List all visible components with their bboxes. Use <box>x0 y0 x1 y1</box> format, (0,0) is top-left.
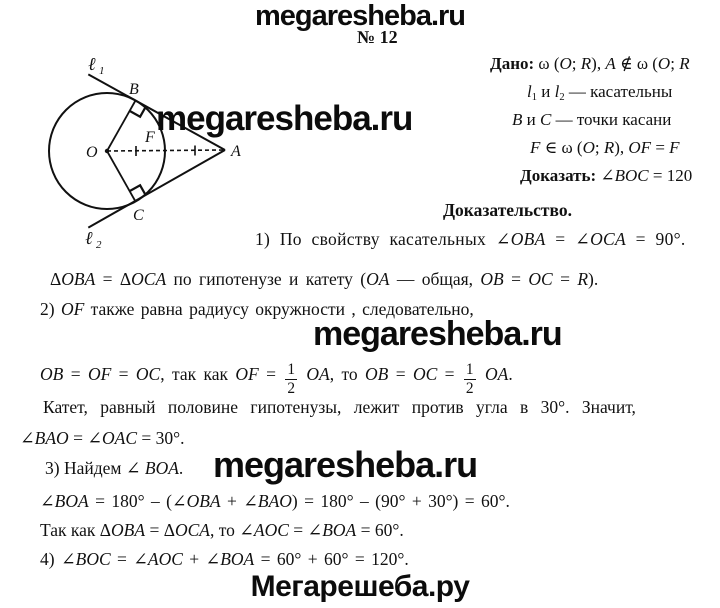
text-segment: Δ <box>50 269 62 289</box>
text-segment: OF <box>60 299 85 319</box>
text-segment: по гипотенузе и катету ( <box>166 269 367 289</box>
text-segment: — общая, <box>389 269 481 289</box>
text-segment: ; <box>670 54 680 73</box>
text-segment: OC <box>528 269 553 289</box>
text-segment: = 30°. <box>137 428 185 448</box>
text-segment: OA <box>484 364 509 385</box>
label-l2-sub: 2 <box>96 239 102 250</box>
text-segment: = Δ <box>145 520 175 540</box>
watermark-inline: megaresheba.ru <box>213 444 478 485</box>
text-segment: R <box>603 138 615 157</box>
text-segment: также равна радиусу окружности , следовательно, <box>84 299 474 319</box>
text-segment: ; <box>571 54 581 73</box>
text-segment: = <box>437 364 462 385</box>
text-segment: F <box>669 138 680 157</box>
text-segment: = <box>388 364 413 385</box>
segment-oa <box>107 150 225 151</box>
label-c: C <box>133 207 144 224</box>
text-segment: 2) <box>40 299 61 319</box>
text-segment: ∠ <box>40 491 55 511</box>
text-segment: = ∠ <box>288 520 323 540</box>
text-segment: A <box>605 54 616 73</box>
text-segment: O <box>582 138 595 157</box>
text-segment: AOC <box>253 520 289 540</box>
given-line-5 <box>520 165 692 187</box>
text-segment: ) = 180° – (90° + 30°) = 60°. <box>291 491 510 511</box>
text-segment: l <box>527 82 532 101</box>
text-segment: OC <box>135 364 161 385</box>
text-segment: Доказать: <box>520 166 601 185</box>
text-segment: = ∠ <box>545 229 591 249</box>
label-f: F <box>145 129 155 146</box>
label-l1-sub: 1 <box>99 65 105 77</box>
tangent-line-2 <box>88 150 225 228</box>
text-segment: = 60° + 60° = 120°. <box>254 549 409 569</box>
text-segment: ), <box>614 138 629 157</box>
text-segment: + ∠ <box>182 549 221 569</box>
text-segment: Так как Δ <box>40 520 112 540</box>
text-segment: l <box>554 82 560 101</box>
text-segment: OA <box>366 269 390 289</box>
text-segment: ), <box>591 54 606 73</box>
text-segment: и <box>522 110 540 129</box>
text-segment: ∉ ω ( <box>615 54 658 73</box>
text-segment: OBA <box>186 491 221 511</box>
text-segment: OCA <box>174 520 210 540</box>
text-segment: BOA <box>54 491 89 511</box>
text-segment: OB <box>40 364 64 385</box>
text-segment: ∠ <box>20 428 35 448</box>
text-segment: OCA <box>590 229 626 249</box>
text-segment: R <box>577 269 589 289</box>
text-segment: и <box>537 82 555 101</box>
text-segment: . <box>508 364 513 385</box>
geometry-figure <box>25 50 245 250</box>
text-segment: = ∠ <box>68 428 102 448</box>
text-segment: AOC <box>147 549 183 569</box>
proof-step-4 <box>40 548 409 570</box>
watermark-bottom: Мегарешеба.ру <box>250 570 470 603</box>
text-segment: BAO <box>34 428 69 448</box>
text-segment: BAO <box>257 491 292 511</box>
text-segment: ω ( <box>538 54 560 73</box>
text-segment: O <box>559 54 572 73</box>
text-segment: B <box>512 110 523 129</box>
text-segment: Дано: <box>490 54 539 73</box>
label-l1: ℓ <box>88 54 96 74</box>
text-segment: OBA <box>61 269 96 289</box>
text-segment: . <box>178 458 184 478</box>
text-segment: O <box>657 54 671 73</box>
label-b: B <box>129 81 139 98</box>
text-segment: BOA <box>144 458 179 478</box>
text-segment: OB <box>480 269 504 289</box>
text-segment: = Δ <box>95 269 132 289</box>
text-segment: — точки касани <box>551 110 672 129</box>
text-segment: OC <box>412 364 438 385</box>
text-segment: = 90°. <box>626 229 686 249</box>
text-segment: 1) По свойству касательных ∠ <box>255 229 511 249</box>
text-segment: OCA <box>131 269 167 289</box>
text-segment: = <box>63 364 88 385</box>
proof-heading: Доказательство. <box>443 200 572 220</box>
text-segment: OF <box>87 364 112 385</box>
text-segment <box>478 364 485 384</box>
text-segment: ). <box>588 269 599 289</box>
label-o: O <box>86 144 98 161</box>
text-segment: R <box>580 54 592 73</box>
text-segment: OF <box>235 364 259 385</box>
proof-step-2c <box>43 396 636 418</box>
given-line-2 <box>527 81 672 109</box>
proof-step-2b <box>40 362 513 397</box>
text-segment: — касательны <box>564 82 673 101</box>
text-segment: = 60°. <box>356 520 404 540</box>
fraction: $\frac{1}{2}$ <box>287 361 296 398</box>
text-segment: 4) ∠ <box>40 549 76 569</box>
text-segment: C <box>540 110 552 129</box>
text-segment: + ∠ <box>220 491 258 511</box>
text-segment: F <box>530 138 541 157</box>
watermark-top: megaresheba.ru <box>254 0 466 32</box>
proof-step-3c <box>40 519 404 541</box>
text-segment: BOA <box>322 520 357 540</box>
text-segment: , то ∠ <box>209 520 254 540</box>
text-segment: OB <box>365 364 389 385</box>
text-segment: = <box>503 269 529 289</box>
text-segment: , так как <box>160 364 236 385</box>
label-l2: ℓ <box>85 228 93 248</box>
proof-step-2d <box>20 427 185 449</box>
text-segment: = <box>552 269 578 289</box>
text-segment: BOA <box>220 549 255 569</box>
radius-ob <box>107 101 136 152</box>
watermark-figure: megaresheba.ru <box>156 99 413 138</box>
text-segment: OBA <box>510 229 546 249</box>
proof-step-3 <box>45 457 183 479</box>
text-segment: = 180° – (∠ <box>88 491 187 511</box>
text-segment: OA <box>306 364 330 385</box>
text-segment: = ∠ <box>110 549 148 569</box>
text-segment: 1 <box>531 92 537 104</box>
text-segment: = 120 <box>648 166 693 185</box>
text-segment: OBA <box>111 520 146 540</box>
text-segment: 2 <box>559 92 565 104</box>
text-segment: = <box>651 138 670 157</box>
problem-number: № 12 <box>357 27 398 47</box>
text-segment: R <box>679 54 690 73</box>
text-segment: ; <box>594 138 604 157</box>
text-segment: ∈ ω ( <box>540 138 583 157</box>
proof-step-1b <box>50 268 598 290</box>
proof-step-3b <box>40 490 510 512</box>
text-segment: Катет, равный половине гипотенузы, лежит против угла в 30°. Значит, <box>43 397 636 417</box>
text-segment: , то <box>329 364 366 385</box>
text-segment: BOC <box>75 549 111 569</box>
text-segment: 3) Найдем ∠ <box>45 458 145 478</box>
given-line-1 <box>490 53 690 75</box>
point-o <box>105 149 109 153</box>
text-segment: = <box>258 364 284 385</box>
text-segment: OF <box>628 138 652 157</box>
text-segment: BOC <box>614 166 649 185</box>
label-a: A <box>231 143 241 160</box>
watermark-middle: megaresheba.ru <box>313 315 562 353</box>
given-line-4 <box>530 137 680 159</box>
given-line-3 <box>512 109 671 131</box>
proof-step-1 <box>255 228 686 250</box>
text-segment: OAC <box>102 428 137 448</box>
fraction: $\frac{1}{2}$ <box>465 361 474 398</box>
text-segment: ∠ <box>600 166 615 185</box>
text-segment: = <box>111 364 136 385</box>
radius-oc <box>107 151 136 202</box>
